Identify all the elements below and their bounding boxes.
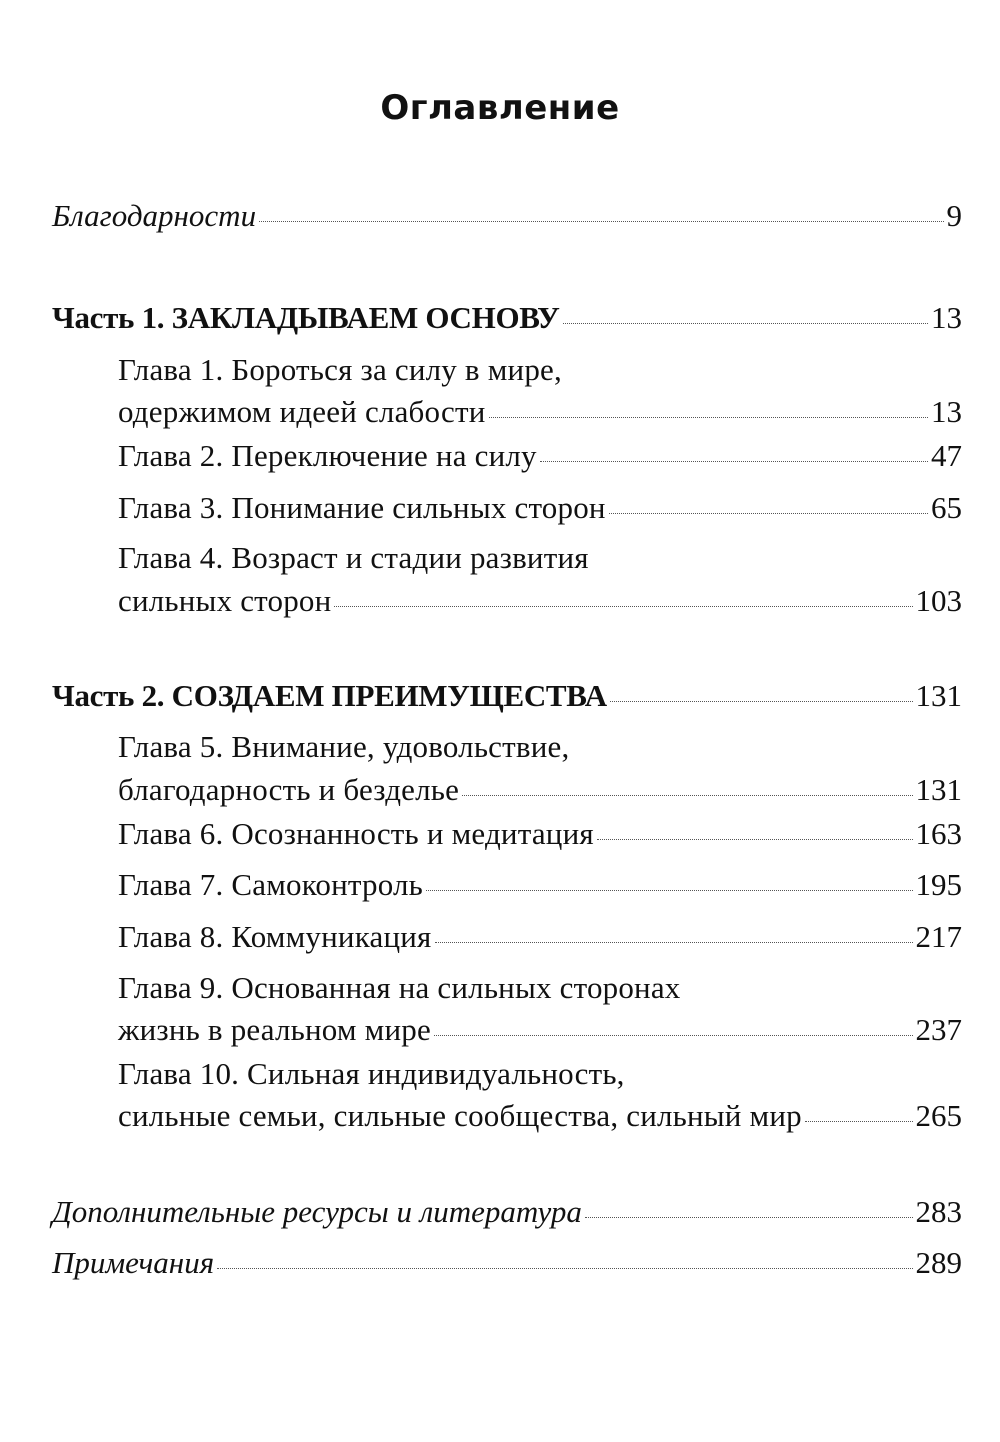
toc-page-number: 47 [931,438,962,473]
toc-page-number: 65 [931,490,962,525]
toc-entry-chapter-9-line1[interactable]: Глава 9. Основанная на сильных сторонах [118,970,681,1005]
toc-entry-chapter-1-line1[interactable]: Глава 1. Бороться за силу в мире, [118,352,562,387]
dot-leader [334,606,912,607]
toc-page-number: 13 [931,394,962,429]
toc-entry-label: Глава 3. Понимание сильных сторон [118,490,606,525]
toc-entry-chapter-7[interactable] [118,863,962,907]
toc-entry-chapter-6[interactable] [118,812,962,856]
toc-entry-label: Дополнительные ресурсы и литература [52,1194,582,1229]
toc-entry-label: одержимом идеей слабости [118,394,486,429]
toc-entry-chapter-9[interactable] [118,1008,962,1052]
toc-page-number: 237 [915,1012,962,1047]
toc-entry-acknowledgements[interactable] [52,194,962,238]
toc-entry-chapter-10[interactable] [118,1094,962,1138]
toc-entry-label: Примечания [52,1245,215,1280]
toc-page-number: 13 [931,300,962,335]
toc-entry-label: Глава 2. Переключение на силу [118,438,537,473]
toc-entry-resources[interactable] [52,1190,962,1234]
toc-part-label: Часть 1. ЗАКЛАДЫВАЕМ ОСНОВУ [52,300,560,335]
toc-entry-chapter-5[interactable] [118,768,962,812]
toc-entry-chapter-10-line1[interactable]: Глава 10. Сильная индивидуальность, [118,1056,625,1091]
toc-page-number: 9 [946,198,962,233]
toc-page-number: 265 [915,1098,962,1133]
toc-entry-chapter-5-line1[interactable]: Глава 5. Внимание, удовольствие, [118,729,570,764]
dot-leader [434,1035,913,1036]
dot-leader [259,221,943,222]
dot-leader [597,839,913,840]
toc-entry-label: благодарность и безделье [118,772,460,807]
toc-page-number: 195 [915,867,962,902]
dot-leader [540,461,928,462]
dot-leader [805,1121,913,1122]
toc-entry-chapter-3[interactable] [118,486,962,530]
toc-entry-label: жизнь в реальном мире [118,1012,431,1047]
toc-entry-chapter-4[interactable] [118,579,962,623]
dot-leader [563,323,928,324]
toc-entry-notes[interactable] [52,1241,962,1285]
toc-entry-chapter-1[interactable] [118,390,962,434]
dot-leader [609,513,928,514]
toc-entry-label: Глава 8. Коммуникация [118,919,432,954]
toc-page-number: 131 [915,678,962,713]
toc-page-number: 217 [915,919,962,954]
toc-page-number: 163 [915,816,962,851]
toc-page-number: 103 [915,583,962,618]
toc-entry-part-2[interactable] [52,674,962,718]
dot-leader [610,701,913,702]
dot-leader [462,795,912,796]
toc-page-number: 131 [915,772,962,807]
dot-leader [585,1217,913,1218]
toc-part-label: Часть 2. СОЗДАЕМ ПРЕИМУЩЕСТВА [52,678,607,713]
toc-entry-label: Глава 6. Осознанность и медитация [118,816,594,851]
dot-leader [435,942,913,943]
toc-entry-chapter-8[interactable] [118,915,962,959]
toc-entry-label: Благодарности [52,198,257,233]
page-title: Оглавление [380,88,620,128]
toc-entry-part-1[interactable] [52,296,962,340]
toc-page-number: 283 [915,1194,962,1229]
toc-entry-label: сильные семьи, сильные сообщества, сильный мир [118,1098,802,1133]
dot-leader [217,1268,912,1269]
toc-entry-chapter-2[interactable] [118,434,962,478]
toc-entry-label: сильных сторон [118,583,332,618]
dot-leader [426,890,912,891]
toc-page-number: 289 [915,1245,962,1280]
dot-leader [489,417,929,418]
toc-entry-chapter-4-line1[interactable]: Глава 4. Возраст и стадии развития [118,540,589,575]
toc-entry-label: Глава 7. Самоконтроль [118,867,424,902]
